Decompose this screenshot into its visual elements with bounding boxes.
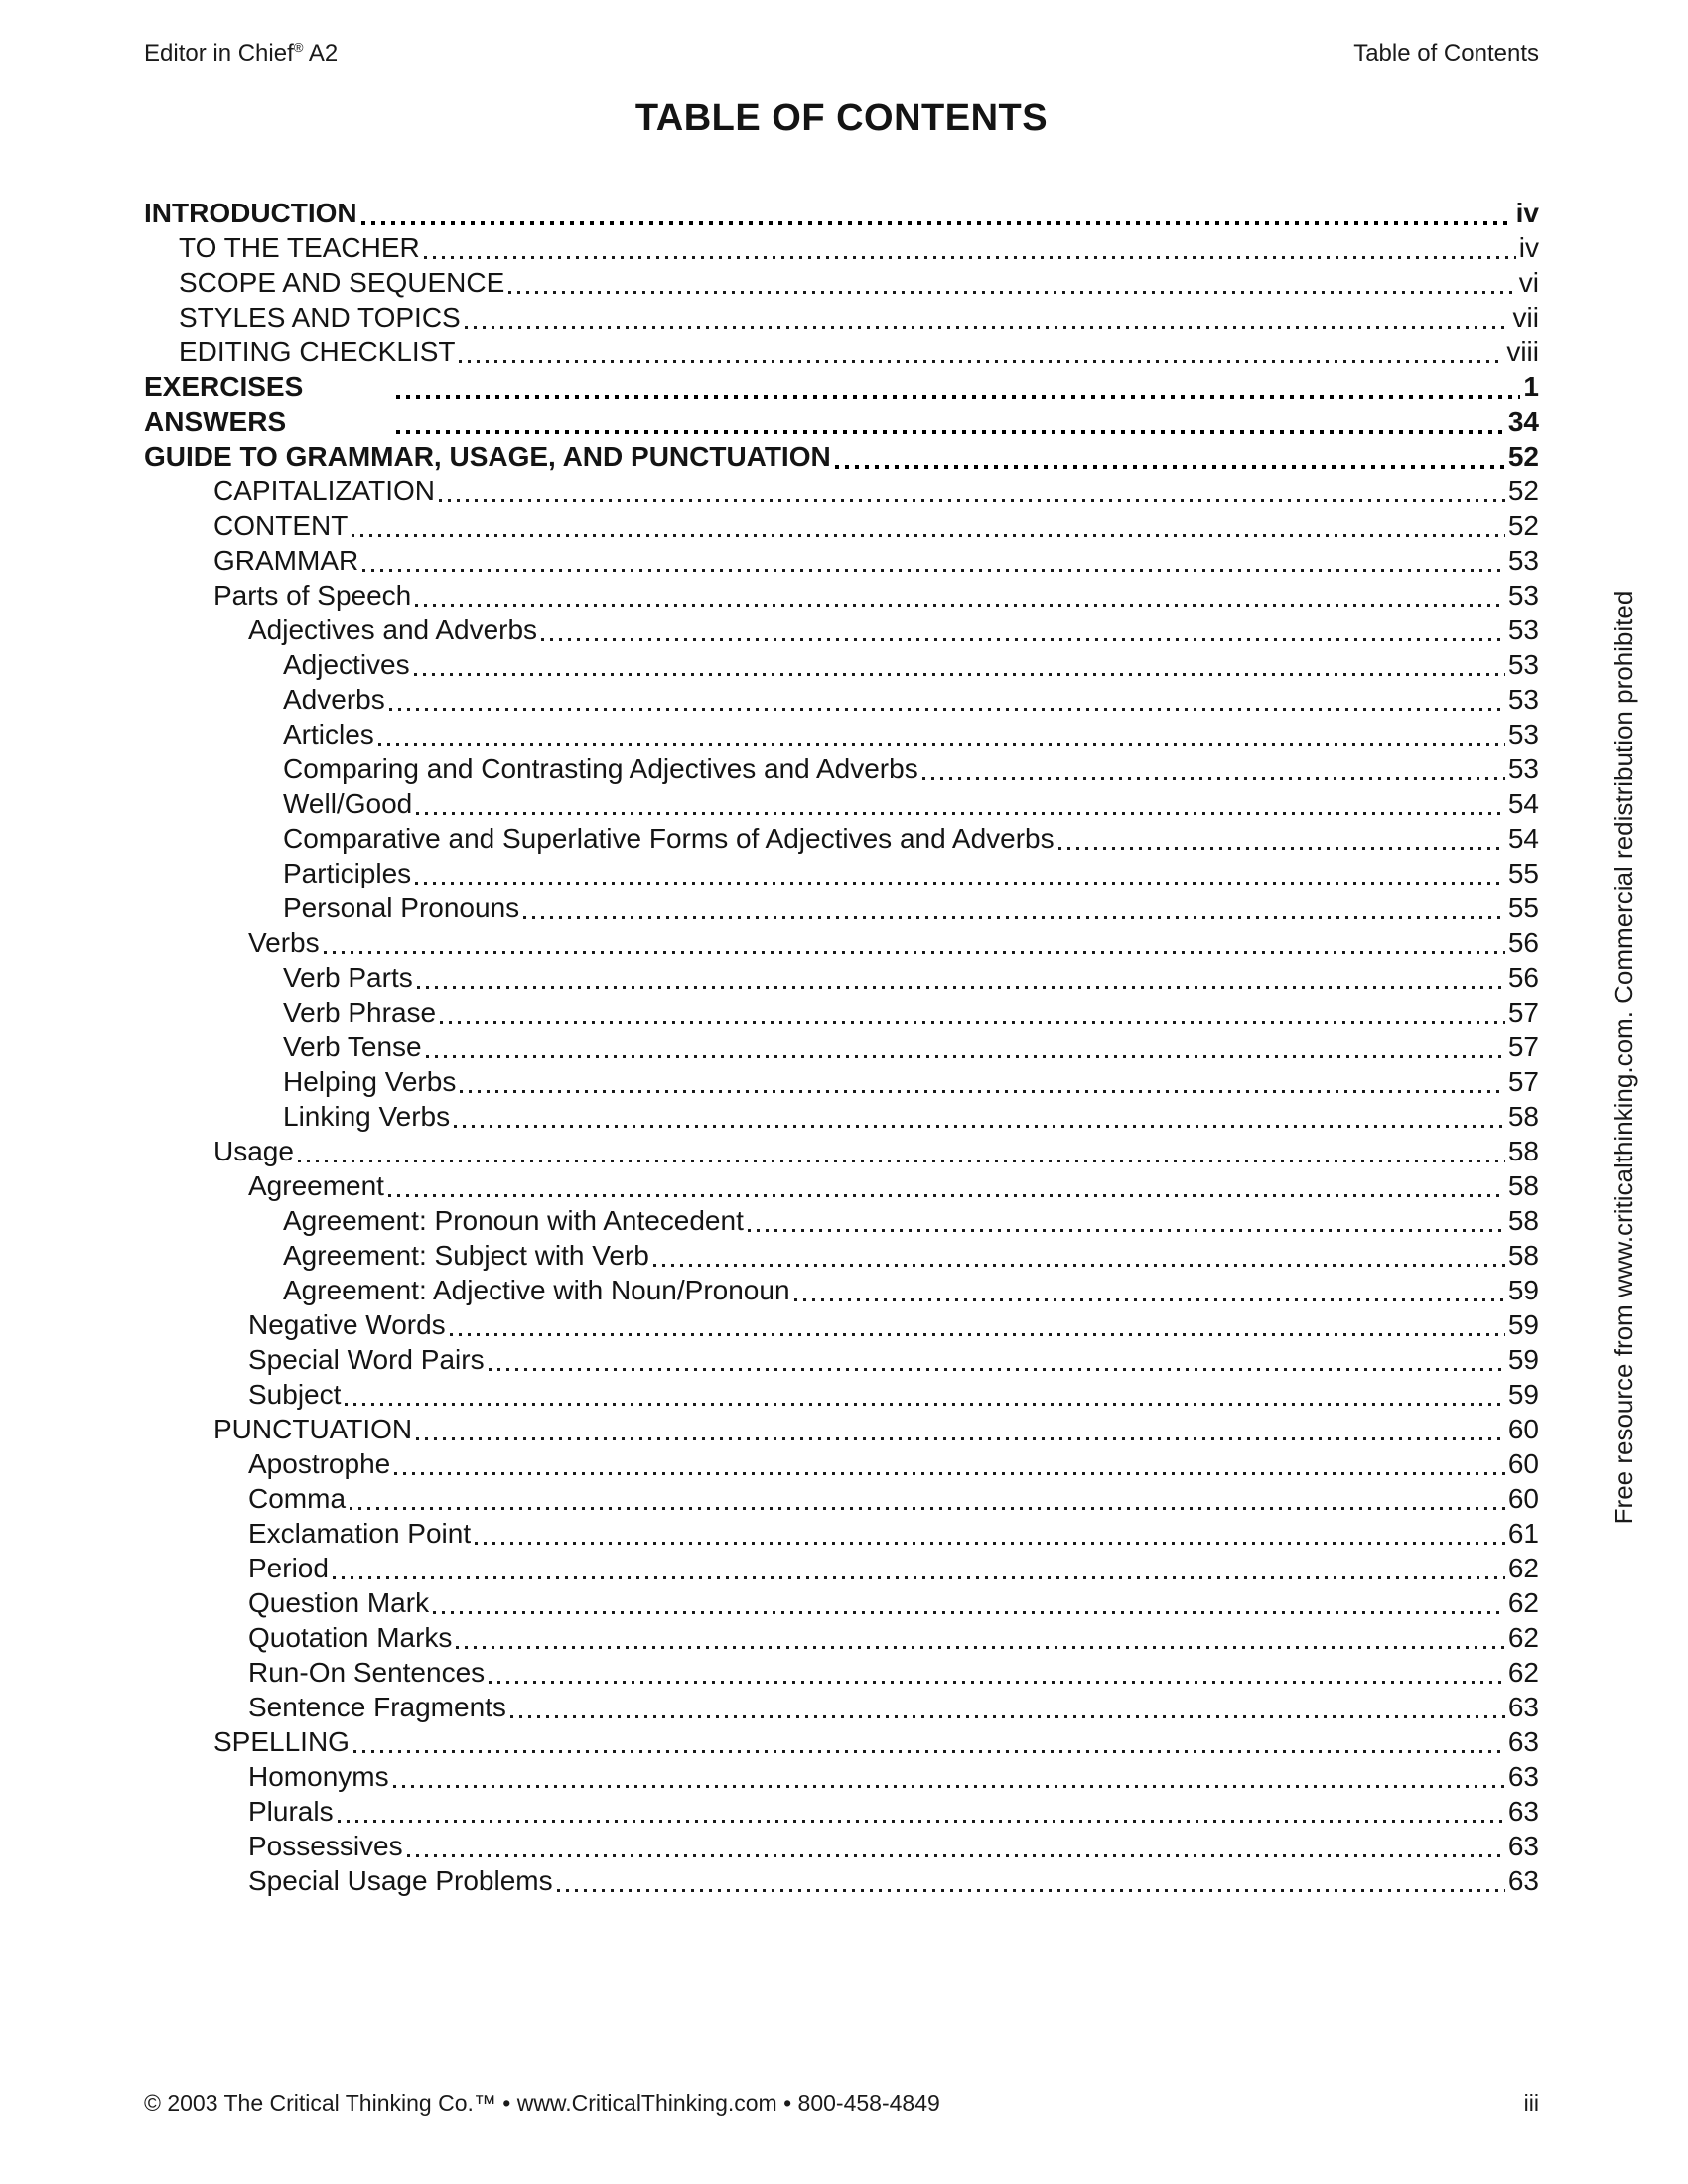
toc-entry <box>144 1690 1539 1724</box>
toc-entry-page: 53 <box>1507 719 1539 750</box>
toc-entry-page: 63 <box>1507 1692 1539 1722</box>
toc-entry-page: 53 <box>1507 649 1539 680</box>
toc-entry-page: 60 <box>1507 1448 1539 1479</box>
toc-entry <box>144 1829 1539 1863</box>
toc-entry-page: 34 <box>1507 406 1539 437</box>
toc-entry <box>144 1064 1539 1099</box>
page-footer <box>144 2090 1539 2116</box>
toc-entry-page: 62 <box>1507 1622 1539 1653</box>
toc-dot-leader <box>465 326 1510 329</box>
toc-entry-label: STYLES AND TOPICS <box>179 302 461 333</box>
toc-entry <box>144 925 1539 960</box>
toc-dot-leader <box>362 569 1505 572</box>
toc-dot-leader <box>424 256 1516 259</box>
toc-entry-label: Personal Pronouns <box>283 892 520 923</box>
toc-entry-label: SCOPE AND SEQUENCE <box>179 267 505 298</box>
toc-entry-page: 55 <box>1507 892 1539 923</box>
toc-entry-page: 59 <box>1507 1379 1539 1410</box>
toc-entry-page: 53 <box>1507 614 1539 645</box>
toc-entry <box>144 230 1539 265</box>
toc-dot-leader <box>324 951 1505 954</box>
toc-entry-page: 58 <box>1507 1205 1539 1236</box>
toc-dot-leader <box>393 1785 1505 1788</box>
toc-dot-leader <box>794 1298 1505 1301</box>
toc-entry-label: Verb Phrase <box>283 997 437 1027</box>
toc-dot-leader <box>415 882 1505 885</box>
toc-dot-leader <box>396 395 1520 399</box>
toc-entry-label: Adjectives and Adverbs <box>248 614 538 645</box>
toc-entry-label: Verb Parts <box>283 962 413 993</box>
toc-dot-leader <box>922 777 1505 780</box>
toc-entry-page: 52 <box>1507 476 1539 506</box>
header-brand-text: Editor in Chief <box>144 40 294 67</box>
toc-dot-leader <box>459 360 1503 363</box>
toc-entry-page: 63 <box>1507 1865 1539 1896</box>
toc-entry-page: 53 <box>1507 545 1539 576</box>
toc-entry-page: 53 <box>1507 753 1539 784</box>
toc-entry-label: Sentence Fragments <box>248 1692 506 1722</box>
toc-entry-label: Articles <box>283 719 374 750</box>
toc-entry-page: 56 <box>1507 927 1539 958</box>
toc-entry-page: 58 <box>1507 1170 1539 1201</box>
toc-entry <box>144 751 1539 786</box>
toc-entry-label: Helping Verbs <box>283 1066 457 1097</box>
toc-entry <box>144 300 1539 335</box>
toc-entry <box>144 1238 1539 1273</box>
toc-entry-page: 59 <box>1507 1275 1539 1305</box>
registered-trademark-symbol: ® <box>293 40 304 55</box>
toc-entry-page: 53 <box>1507 684 1539 715</box>
toc-entry <box>144 1481 1539 1516</box>
toc-dot-leader <box>541 638 1505 641</box>
toc-entry <box>144 682 1539 717</box>
toc-entry <box>144 1029 1539 1064</box>
toc-entry-label: TO THE TEACHER <box>179 232 420 263</box>
toc-entry-label: Comma <box>248 1483 347 1514</box>
toc-entry-label: Homonyms <box>248 1761 389 1792</box>
toc-dot-leader <box>508 291 1515 294</box>
toc-dot-leader <box>523 916 1505 919</box>
toc-entry-label: Plurals <box>248 1796 334 1827</box>
toc-entry <box>144 265 1539 300</box>
toc-entry <box>144 1134 1539 1168</box>
toc-entry-page: 62 <box>1507 1657 1539 1688</box>
toc-entry <box>144 1551 1539 1585</box>
toc-entry <box>144 995 1539 1029</box>
toc-dot-leader <box>748 1229 1505 1232</box>
toc-entry-page: 59 <box>1507 1309 1539 1340</box>
toc-entry <box>144 1446 1539 1481</box>
toc-entry-page: 54 <box>1507 788 1539 819</box>
toc-entry-page: 56 <box>1507 962 1539 993</box>
toc-dot-leader <box>489 1681 1505 1684</box>
toc-dot-leader <box>338 1820 1505 1823</box>
toc-dot-leader <box>353 1750 1505 1753</box>
toc-entry <box>144 786 1539 821</box>
toc-dot-leader <box>460 1090 1505 1093</box>
toc-entry-label: Adjectives <box>283 649 410 680</box>
toc-dot-leader <box>396 430 1505 434</box>
toc-dot-leader <box>456 1646 1504 1649</box>
toc-list <box>144 196 1539 1898</box>
toc-entry <box>144 856 1539 890</box>
toc-entry-label: Usage <box>213 1136 294 1166</box>
toc-entry <box>144 335 1539 369</box>
toc-entry-label: Comparative and Superlative Forms of Adjectives and Adverbs <box>283 823 1055 854</box>
toc-entry-label: Agreement: Adjective with Noun/Pronoun <box>283 1275 790 1305</box>
toc-entry-page: 62 <box>1507 1553 1539 1583</box>
toc-entry <box>144 1273 1539 1307</box>
toc-entry-label: Verb Tense <box>283 1031 422 1062</box>
toc-entry <box>144 439 1539 474</box>
toc-entry-page: 63 <box>1507 1726 1539 1757</box>
header-book-title <box>144 40 338 68</box>
toc-entry <box>144 613 1539 647</box>
running-header <box>144 40 1539 68</box>
toc-entry <box>144 1203 1539 1238</box>
toc-entry <box>144 474 1539 508</box>
toc-entry-label: Subject <box>248 1379 342 1410</box>
toc-entry-label: PUNCTUATION <box>213 1414 413 1444</box>
toc-entry <box>144 543 1539 578</box>
toc-entry-label: EDITING CHECKLIST <box>179 337 456 367</box>
toc-dot-leader <box>557 1889 1505 1892</box>
toc-dot-leader <box>352 534 1505 537</box>
toc-dot-leader <box>454 1125 1505 1128</box>
toc-entry-page: 1 <box>1523 371 1539 402</box>
toc-entry <box>144 647 1539 682</box>
toc-entry-page: 52 <box>1507 510 1539 541</box>
toc-entry-page: iv <box>1515 198 1539 228</box>
toc-dot-leader <box>835 465 1505 469</box>
toc-entry-page: 60 <box>1507 1483 1539 1514</box>
toc-entry <box>144 717 1539 751</box>
toc-entry <box>144 1377 1539 1412</box>
toc-entry-page: 61 <box>1507 1518 1539 1549</box>
toc-dot-leader <box>440 1021 1505 1024</box>
toc-dot-leader <box>298 1160 1505 1162</box>
toc-dot-leader <box>345 1403 1504 1406</box>
toc-dot-leader <box>426 1055 1505 1058</box>
toc-entry <box>144 1620 1539 1655</box>
toc-entry-label: Parts of Speech <box>213 580 412 611</box>
toc-entry-label: Question Mark <box>248 1587 430 1618</box>
toc-dot-leader <box>416 812 1505 815</box>
toc-entry-label: Verbs <box>248 927 320 958</box>
toc-entry-page: 57 <box>1507 1031 1539 1062</box>
toc-entry <box>144 369 1539 404</box>
toc-entry-label: Agreement: Subject with Verb <box>283 1240 649 1271</box>
toc-entry-label: CAPITALIZATION <box>213 476 435 506</box>
toc-entry-label: ANSWERS <box>144 406 287 437</box>
toc-entry-label: Well/Good <box>283 788 413 819</box>
toc-entry <box>144 890 1539 925</box>
toc-entry-page: 57 <box>1507 1066 1539 1097</box>
side-note-watermark: Free resource from www.criticalthinking.com. Commercial redistribution prohibited <box>1609 590 1638 1525</box>
toc-dot-leader <box>394 1472 1505 1475</box>
toc-entry-label: Possessives <box>248 1831 403 1861</box>
toc-entry <box>144 1585 1539 1620</box>
toc-dot-leader <box>388 1194 1505 1197</box>
toc-dot-leader <box>439 499 1505 502</box>
toc-entry <box>144 1794 1539 1829</box>
toc-entry-page: 53 <box>1507 580 1539 611</box>
toc-entry <box>144 578 1539 613</box>
toc-entry-label: Special Usage Problems <box>248 1865 553 1896</box>
toc-entry-label: Linking Verbs <box>283 1101 451 1132</box>
toc-entry <box>144 1307 1539 1342</box>
toc-entry-label: GRAMMAR <box>213 545 359 576</box>
toc-dot-leader <box>510 1715 1505 1718</box>
toc-entry <box>144 1342 1539 1377</box>
toc-entry-label: Adverbs <box>283 684 385 715</box>
toc-entry-label: Exclamation Point <box>248 1518 472 1549</box>
toc-entry-label: Agreement <box>248 1170 384 1201</box>
toc-entry-page: iv <box>1518 232 1539 263</box>
toc-entry-label: EXERCISES <box>144 371 304 402</box>
toc-entry-page: 52 <box>1507 441 1539 472</box>
toc-dot-leader <box>378 743 1505 746</box>
toc-dot-leader <box>433 1611 1505 1614</box>
toc-entry <box>144 404 1539 439</box>
toc-dot-leader <box>333 1576 1505 1579</box>
toc-entry <box>144 821 1539 856</box>
toc-entry-label: Agreement: Pronoun with Antecedent <box>283 1205 744 1236</box>
toc-entry-page: viii <box>1506 337 1539 367</box>
toc-dot-leader <box>415 604 1505 607</box>
toc-dot-leader <box>361 221 1513 225</box>
toc-dot-leader <box>389 708 1505 711</box>
toc-dot-leader <box>450 1333 1505 1336</box>
footer-page-number: iii <box>1523 2090 1539 2116</box>
toc-entry-page: 58 <box>1507 1136 1539 1166</box>
toc-entry-label: CONTENT <box>213 510 349 541</box>
footer-copyright: © 2003 The Critical Thinking Co.™ • www.CriticalThinking.com • 800-458-4849 <box>144 2090 940 2116</box>
toc-entry-page: 63 <box>1507 1761 1539 1792</box>
toc-entry <box>144 1516 1539 1551</box>
toc-entry <box>144 196 1539 230</box>
header-section-title: Table of Contents <box>1353 40 1539 67</box>
toc-entry-page: 63 <box>1507 1831 1539 1861</box>
toc-entry <box>144 1724 1539 1759</box>
toc-entry-label: Comparing and Contrasting Adjectives and Adverbs <box>283 753 918 784</box>
toc-entry-page: 59 <box>1507 1344 1539 1375</box>
toc-entry-page: 62 <box>1507 1587 1539 1618</box>
toc-entry <box>144 1655 1539 1690</box>
toc-entry <box>144 1863 1539 1898</box>
toc-entry <box>144 1412 1539 1446</box>
toc-dot-leader <box>489 1368 1505 1371</box>
toc-entry-label: Quotation Marks <box>248 1622 453 1653</box>
toc-entry-label: SPELLING <box>213 1726 350 1757</box>
toc-entry-label: GUIDE TO GRAMMAR, USAGE, AND PUNCTUATION <box>144 441 831 472</box>
toc-entry-page: 57 <box>1507 997 1539 1027</box>
toc-entry-page: 58 <box>1507 1240 1539 1271</box>
toc-entry-page: 60 <box>1507 1414 1539 1444</box>
toc-entry <box>144 960 1539 995</box>
toc-dot-leader <box>407 1854 1505 1857</box>
toc-entry <box>144 508 1539 543</box>
toc-entry-label: Apostrophe <box>248 1448 391 1479</box>
toc-entry-page: 55 <box>1507 858 1539 888</box>
toc-entry-label: Period <box>248 1553 329 1583</box>
toc-entry-page: vi <box>1518 267 1539 298</box>
toc-entry-label: Special Word Pairs <box>248 1344 485 1375</box>
toc-entry-label: Participles <box>283 858 412 888</box>
toc-entry <box>144 1759 1539 1794</box>
toc-entry-label: Run-On Sentences <box>248 1657 486 1688</box>
toc-entry-page: 63 <box>1507 1796 1539 1827</box>
toc-dot-leader <box>350 1507 1505 1510</box>
toc-dot-leader <box>1058 847 1505 850</box>
header-brand-suffix: A2 <box>308 40 339 67</box>
toc-entry <box>144 1168 1539 1203</box>
toc-dot-leader <box>653 1264 1505 1267</box>
toc-entry-page: 58 <box>1507 1101 1539 1132</box>
toc-entry <box>144 1099 1539 1134</box>
toc-dot-leader <box>414 673 1505 676</box>
page-title: TABLE OF CONTENTS <box>634 97 1049 139</box>
toc-entry-label: INTRODUCTION <box>144 198 357 228</box>
toc-dot-leader <box>475 1542 1505 1545</box>
toc-entry-page: 54 <box>1507 823 1539 854</box>
toc-dot-leader <box>417 986 1505 989</box>
toc-entry-label: Negative Words <box>248 1309 446 1340</box>
toc-dot-leader <box>416 1437 1505 1440</box>
toc-entry-page: vii <box>1512 302 1539 333</box>
